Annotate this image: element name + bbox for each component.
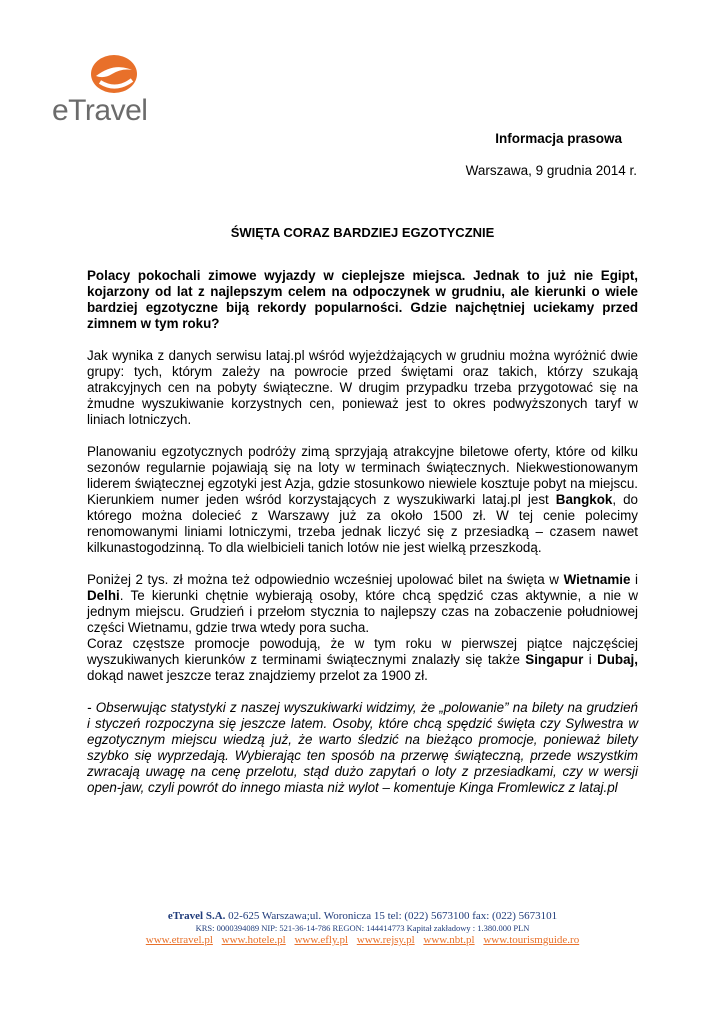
footer-links [0,934,725,946]
etravel-logo [52,52,167,127]
p4-text-c: i [583,652,598,667]
press-release-label: Informacja prasowa [495,131,622,146]
paragraph-4 [87,636,638,684]
footer [0,910,725,946]
footer-link-etravel[interactable]: www.etravel.pl [145,934,213,946]
footer-address: 02-625 Warszawa;ul. Woronicza 15 tel: (022) 5673100 fax: (022) 5673101 [225,910,558,922]
paragraph-3 [87,572,638,636]
etravel-logo-icon [52,52,167,97]
p4-text-a: Coraz częstsze promocje powodują, że w tym roku w pierwszej piątce najczęściej wyszukiwanych kierunków z terminami świątecznymi znalazły się także [87,636,638,667]
p3-text-a: Poniżej 2 tys. zł można też odpowiednio wcześniej upolować bilet na święta w [87,572,564,587]
footer-registry: KRS: 0000394089 NIP: 521-36-14-786 REGON: 144414773 Kapitał zakładowy : 1.380.000 PLN [195,923,530,933]
date-line: Warszawa, 9 grudnia 2014 r. [465,163,637,178]
p2-text-a: Planowaniu egzotycznych podróży zimą sprzyjają atrakcyjne biletowe oferty, które od kilku sezonów regularnie pojawiają się na loty w terminach świątecznych. Niekwestionowanym liderem świątecznej egzotyki jest Azja, gdzie stosunkowo niewiele kosztuje pobyt na miejscu. Kierunkiem numer jeden wśród korzystających z wyszukiwarki lataj.pl jest [87,444,638,507]
p4-bold-singapur: Singapur [525,652,584,667]
footer-link-tourismguide[interactable]: www.tourismguide.ro [483,934,580,946]
p3-text-c: i [630,572,638,587]
footer-link-efly[interactable]: www.efly.pl [294,934,349,946]
p2-bold-bangkok: Bangkok [555,492,613,507]
lead-paragraph: Polacy pokochali zimowe wyjazdy w cieplejsze miejsca. Jednak to już nie Egipt, kojarzony od lat z najlepszym celem na odpoczynek w grudniu, ale kierunki o wiele bardziej egzotyczne biją rekordy popularności. Gdzie najchętniej uciekamy przed zimnem w tym roku? [87,268,638,331]
page-title: ŚWIĘTA CORAZ BARDZIEJ EGZOTYCZNIE [230,225,495,240]
p3-bold-wietnam: Wietnamie [563,572,631,587]
logo-wordmark: eTravel [52,94,148,127]
quote-paragraph: - Obserwując statystyki z naszej wyszukiwarki widzimy, że „polowanie” na bilety na grudzień i styczeń rozpoczyna się jeszcze latem. Osoby, które chcą spędzić święta czy Sylwestra w egzotycznym miejscu wiedzą już, że warto śledzić na bieżąco promocje, ponieważ bilety szybko się wyprzedają. Wybierając ten sposób na przerwę świąteczną, przede wszystkim zwracają uwagę na cenę przelotu, stąd dużo zapytań o loty z przesiadkami, czy w wersji open-jaw, czyli powrót do innego miasta niż wylot – komentuje Kinga Fromlewicz z lataj.pl [87,700,638,795]
p3-text-e: . Te kierunki chętnie wybierają osoby, które chcą spędzić czas aktywnie, a nie w jednym miejscu. Grudzień i przełom stycznia to najlepszy czas na zobaczenie południowej części Wietnamu, gdzie trwa wtedy pora sucha. [87,588,638,635]
p4-bold-dubaj: Dubaj, [597,652,638,667]
p3-bold-delhi: Delhi [87,588,120,603]
footer-link-rejsy[interactable]: www.rejsy.pl [356,934,415,946]
paragraph-2 [87,444,638,556]
p2-text-c: , do którego można dolecieć z Warszawy już za około 1500 zł. W tej cenie polecimy renomowanymi liniami lotniczymi, trzeba jednak liczyć się z przesiadką – czasem nawet kilkunastogodzinną. To dla wielbicieli tanich lotów nie jest wielką przeszkodą. [87,492,638,555]
article-body [87,268,638,812]
footer-link-nbt[interactable]: www.nbt.pl [423,934,475,946]
paragraph-1: Jak wynika z danych serwisu lataj.pl wśród wyjeżdżających w grudniu można wyróżnić dwie grupy: tych, którym zależy na powrocie przed świętami oraz takich, którzy szukają atrakcyjnych cen na pobyty świąteczne. W drugim przypadku trzeba przygotować się na żmudne wyszukiwanie korzystnych cen, ponieważ jest to okres podwyższonych taryf w liniach lotniczych. [87,348,638,427]
footer-address-line [0,910,725,922]
footer-company: eTravel S.A. [167,910,226,922]
p4-text-e: dokąd nawet jeszcze teraz znajdziemy przelot za 1900 zł. [87,668,428,683]
footer-link-hotele[interactable]: www.hotele.pl [221,934,286,946]
